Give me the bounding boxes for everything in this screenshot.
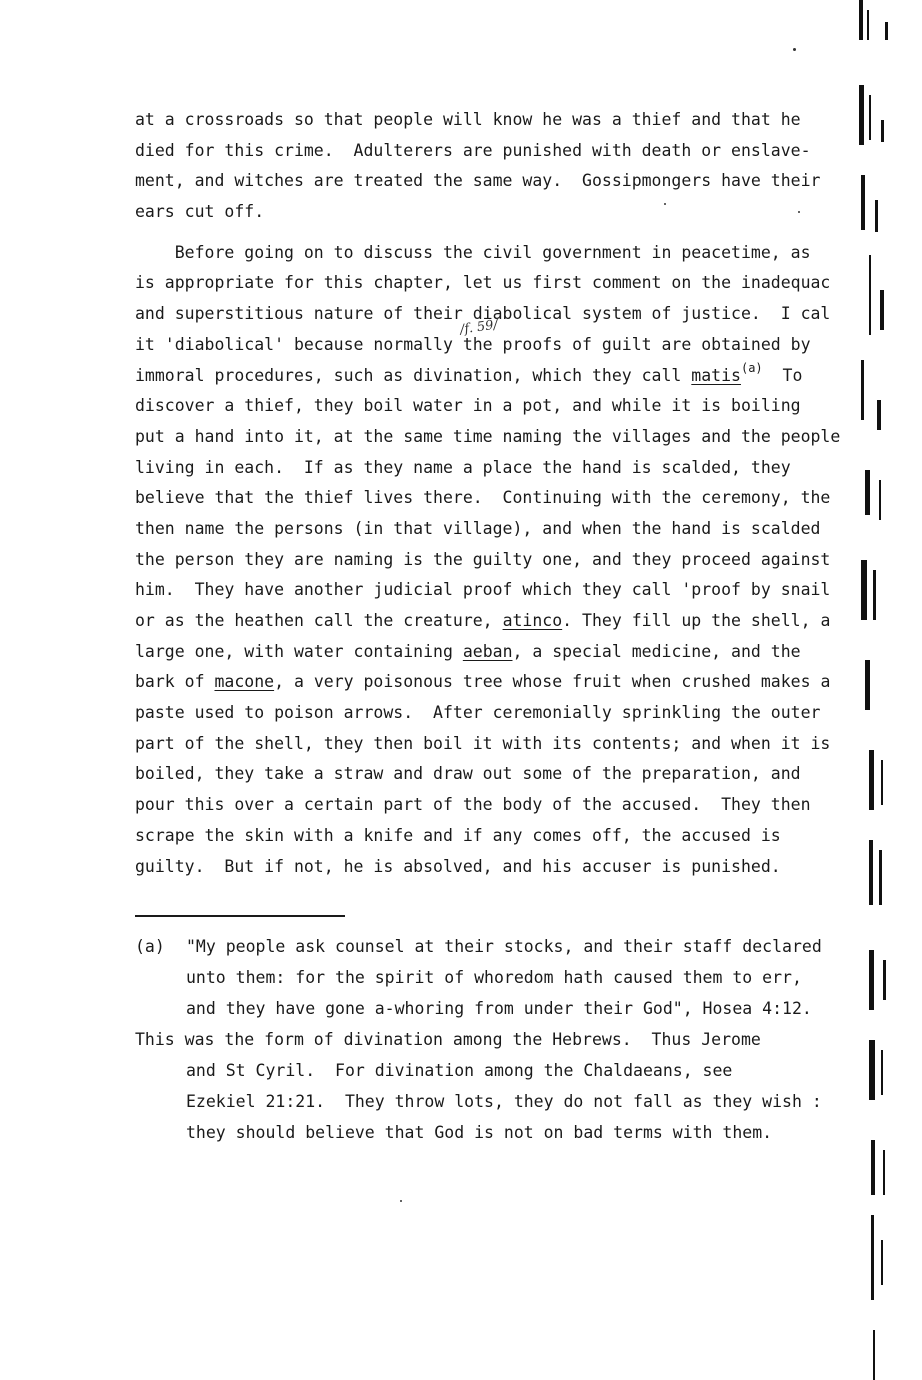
text-line: ment, and witches are treated the same way. Gossipmongers have their: [135, 171, 821, 191]
binding-mark: [883, 960, 886, 1000]
text-line: it 'diabolical' because normally the proofs of guilt are obtained by: [135, 334, 811, 354]
text-segment: To: [762, 365, 803, 385]
binding-mark: [871, 1215, 874, 1300]
text-line: boiled, they take a straw and draw out some of the preparation, and: [135, 764, 801, 784]
binding-edge-marks: [855, 0, 915, 1380]
footnote-line: and St Cyril. For divination among the Chaldaeans, see: [186, 1061, 733, 1080]
text-segment: , a special medicine, and the: [512, 641, 801, 661]
footnote: [135, 931, 870, 1148]
footnote-line: [135, 931, 870, 962]
scan-speck: [798, 211, 800, 213]
binding-mark: [885, 22, 888, 40]
scan-speck: [664, 203, 666, 205]
text-line: died for this crime. Adulterers are punished with death or enslave-: [135, 140, 811, 160]
text-line: believe that the thief lives there. Continuing with the ceremony, the: [135, 488, 831, 508]
text-line: guilty. But if not, he is absolved, and his accuser is punished.: [135, 856, 781, 876]
binding-mark: [867, 10, 869, 40]
text-line: ears cut off.: [135, 202, 265, 222]
text-segment: "My people ask counsel at their stocks, and their staff declared: [186, 937, 822, 956]
text-line: living in each. If as they name a place the hand is scalded, they: [135, 457, 791, 477]
binding-mark: [881, 760, 883, 805]
footnote-line: unto them: for the spirit of whoredom hath caused them to err,: [186, 968, 802, 987]
binding-mark: [871, 1140, 875, 1195]
text-line: pour this over a certain part of the body of the accused. They then: [135, 795, 811, 815]
text-segment: or as the heathen call the creature,: [135, 611, 503, 630]
text-line: discover a thief, they boil water in a pot, and while it is boiling: [135, 396, 801, 416]
binding-mark: [869, 840, 873, 905]
term-aeban: aeban: [462, 641, 513, 661]
binding-mark: [865, 660, 870, 710]
text-segment: large one, with water containing: [135, 641, 463, 661]
binding-mark: [865, 470, 870, 515]
binding-mark: [869, 95, 871, 140]
binding-mark: [869, 255, 871, 335]
binding-mark: [881, 1050, 883, 1095]
term-macone: macone: [214, 672, 275, 692]
binding-mark: [879, 850, 882, 905]
text-line: and superstitious nature of their diabolical system of justice. I cal: [135, 304, 831, 324]
footnote-line: This was the form of divination among the Hebrews. Thus Jerome: [135, 1030, 761, 1049]
text-line: the person they are naming is the guilty one, and they proceed against: [135, 549, 831, 569]
footnote-reference: (a): [740, 360, 763, 375]
text-line: scrape the skin with a knife and if any comes off, the accused is: [135, 825, 781, 845]
footnote-divider: [135, 915, 345, 917]
binding-mark: [883, 1150, 885, 1195]
footnote-line: Ezekiel 21:21. They throw lots, they do not fall as they wish :: [186, 1092, 822, 1111]
binding-mark: [879, 480, 881, 520]
text-line: part of the shell, they then boil it with its contents; and when it is: [135, 733, 831, 753]
text-segment: . They fill up the shell, a: [562, 611, 831, 630]
footnote-line: they should believe that God is not on bad terms with them.: [186, 1123, 773, 1142]
text-line: then name the persons (in that village), and when the hand is scalded: [135, 518, 821, 538]
footnote-marker: (a): [135, 937, 165, 956]
text-line: is appropriate for this chapter, let us first comment on the inadequac: [135, 273, 831, 293]
paragraph-gap: [135, 228, 870, 238]
text-line: [135, 667, 870, 698]
handwritten-folio-note: /f. 59/: [459, 317, 499, 338]
binding-mark: [880, 290, 884, 330]
text-line: at a crossroads so that people will know he was a thief and that he: [135, 110, 801, 129]
text-line: paste used to poison arrows. After ceremonially sprinkling the outer: [135, 703, 821, 723]
text-line: him. They have another judicial proof which they call 'proof by snail: [135, 580, 831, 600]
binding-mark: [877, 400, 881, 430]
binding-mark: [869, 950, 874, 1010]
text-line: Before going on to discuss the civil government in peacetime, as: [135, 242, 811, 262]
binding-mark: [861, 175, 865, 230]
scan-speck: [400, 1200, 402, 1202]
footnote-line: and they have gone a-whoring from under their God", Hosea 4:12.: [186, 999, 812, 1018]
text-line: [135, 361, 870, 392]
text-segment: immoral procedures, such as divination, which they call: [135, 365, 692, 385]
binding-mark: [873, 1330, 875, 1380]
binding-mark: [881, 120, 884, 142]
text-line: [135, 606, 870, 637]
body-text: [135, 105, 870, 882]
text-segment: , a very poisonous tree whose fruit when crushed makes a: [274, 672, 831, 692]
binding-mark: [861, 560, 867, 620]
binding-mark: [881, 1240, 883, 1285]
term-matis: matis: [691, 365, 741, 385]
binding-mark: [859, 85, 864, 145]
binding-mark: [859, 0, 863, 40]
text-line: put a hand into it, at the same time naming the villages and the people: [135, 426, 841, 446]
binding-mark: [873, 570, 876, 620]
term-atinco: atinco: [502, 611, 563, 630]
text-line: [135, 637, 870, 668]
binding-mark: [875, 200, 878, 232]
text-segment: bark of: [135, 672, 215, 692]
binding-mark: [869, 1040, 875, 1100]
scan-speck: [793, 48, 796, 51]
binding-mark: [869, 750, 874, 810]
binding-mark: [861, 360, 864, 420]
